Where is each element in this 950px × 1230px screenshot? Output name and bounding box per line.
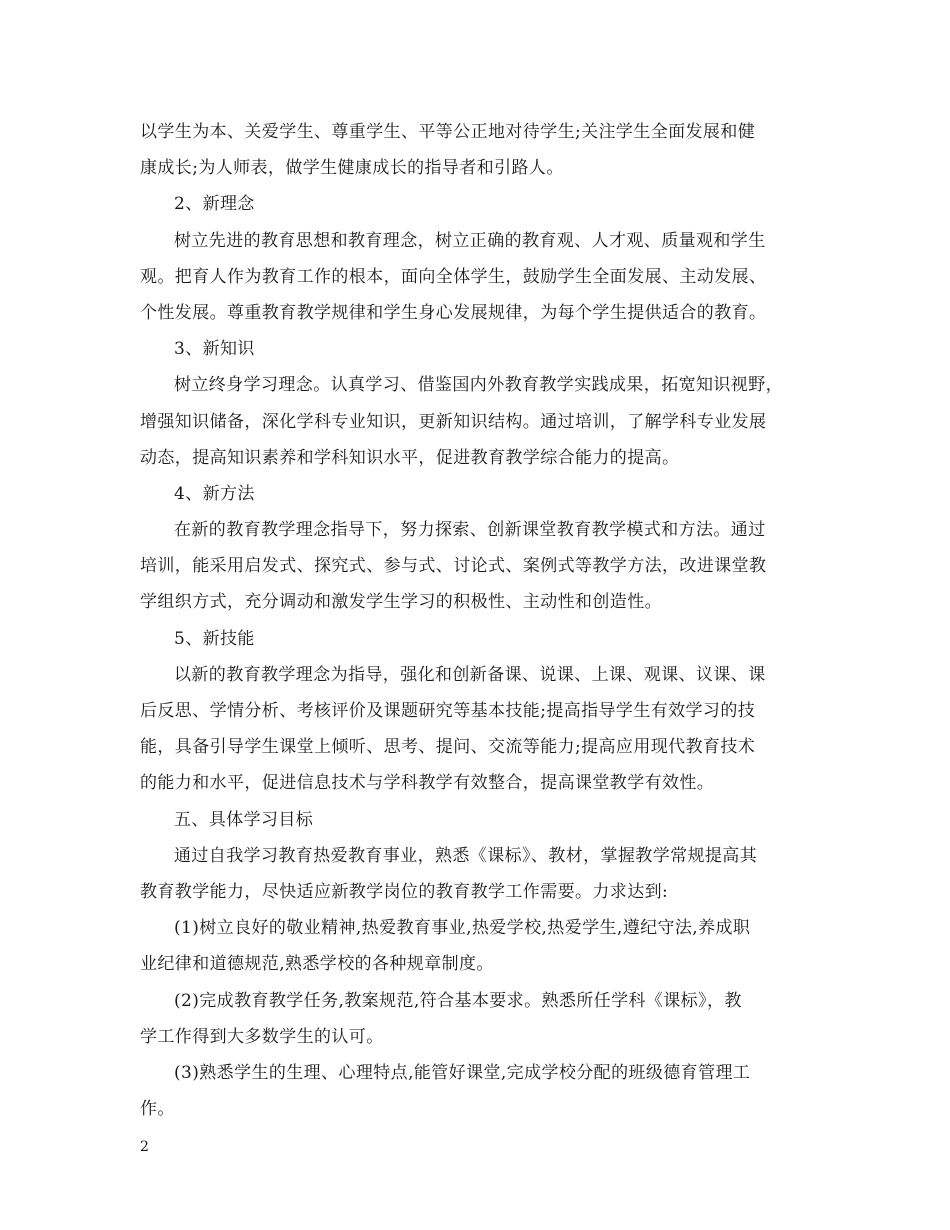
text-line: 作。 — [140, 1099, 175, 1120]
text-line: 学工作得到大多数学生的认可。 — [140, 1026, 384, 1047]
text-line: 5、新技能 — [174, 628, 255, 649]
document-body — [140, 114, 820, 1127]
text-line: 在新的教育教学理念指导下，努力探索、创新课堂教育教学模式和方法。通过 — [174, 520, 766, 541]
text-line: 的能力和水平，促进信息技术与学科教学有效整合，提高课堂教学有效性。 — [140, 773, 715, 794]
text-line: 后反思、学情分析、考核评价及课题研究等基本技能;提高指导学生有效学习的技 — [140, 701, 756, 721]
text-line: 能，具备引导学生课堂上倾听、思考、提问、交流等能力;提高应用现代教育技术 — [140, 737, 756, 758]
page-number: 2 — [140, 1139, 149, 1155]
text-line: 增强知识储备，深化学科专业知识，更新知识结构。通过培训，了解学科专业发展 — [140, 411, 767, 432]
text-line: 动态，提高知识素养和学科知识水平，促进教育教学综合能力的提高。 — [140, 447, 680, 468]
text-line: 树立先进的教育思想和教育理念，树立正确的教育观、人才观、质量观和学生 — [174, 230, 766, 251]
text-line: 4、新方法 — [174, 483, 255, 504]
text-line: 教育教学能力，尽快适应新教学岗位的教育教学工作需要。力求达到: — [140, 881, 669, 902]
text-line: 培训，能采用启发式、探究式、参与式、讨论式、案例式等教学方法，改进课堂教 — [140, 556, 767, 577]
text-line: 观。把育人作为教育工作的根本，面向全体学生，鼓励学生全面发展、主动发展、 — [140, 266, 767, 287]
text-line: (1)树立良好的敬业精神,热爱教育事业,热爱学校,热爱学生,遵纪守法,养成职 — [174, 918, 751, 939]
text-line: 康成长;为人师表，做学生健康成长的指导者和引路人。 — [140, 158, 564, 179]
text-line: (3)熟悉学生的生理、心理特点,能管好课堂,完成学校分配的班级德育管理工 — [174, 1062, 751, 1083]
text-line: (2)完成教育教学任务,教案规范,符合基本要求。熟悉所任学科《课标》，教 — [174, 990, 742, 1011]
text-line: 以新的教育教学理念为指导，强化和创新备课、说课、上课、观课、议课、课 — [174, 664, 766, 685]
text-line: 通过自我学习教育热爱教育事业，熟悉《课标》、教材，掌握教学常规提高其 — [174, 845, 758, 866]
text-line: 树立终身学习理念。认真学习、借鉴国内外教育教学实践成果，拓宽知识视野， — [174, 375, 783, 396]
text-line: 3、新知识 — [174, 339, 255, 360]
text-line: 业纪律和道德规范,熟悉学校的各种规章制度。 — [140, 954, 494, 975]
text-line: 个性发展。尊重教育教学规律和学生身心发展规律，为每个学生提供适合的教育。 — [140, 302, 767, 323]
text-line: 以学生为本、关爱学生、尊重学生、平等公正地对待学生;关注学生全面发展和健 — [140, 122, 756, 142]
text-line: 2、新理念 — [174, 194, 255, 215]
text-line: 五、具体学习目标 — [174, 809, 314, 830]
text-line: 学组织方式，充分调动和激发学生学习的积极性、主动性和创造性。 — [140, 592, 662, 613]
